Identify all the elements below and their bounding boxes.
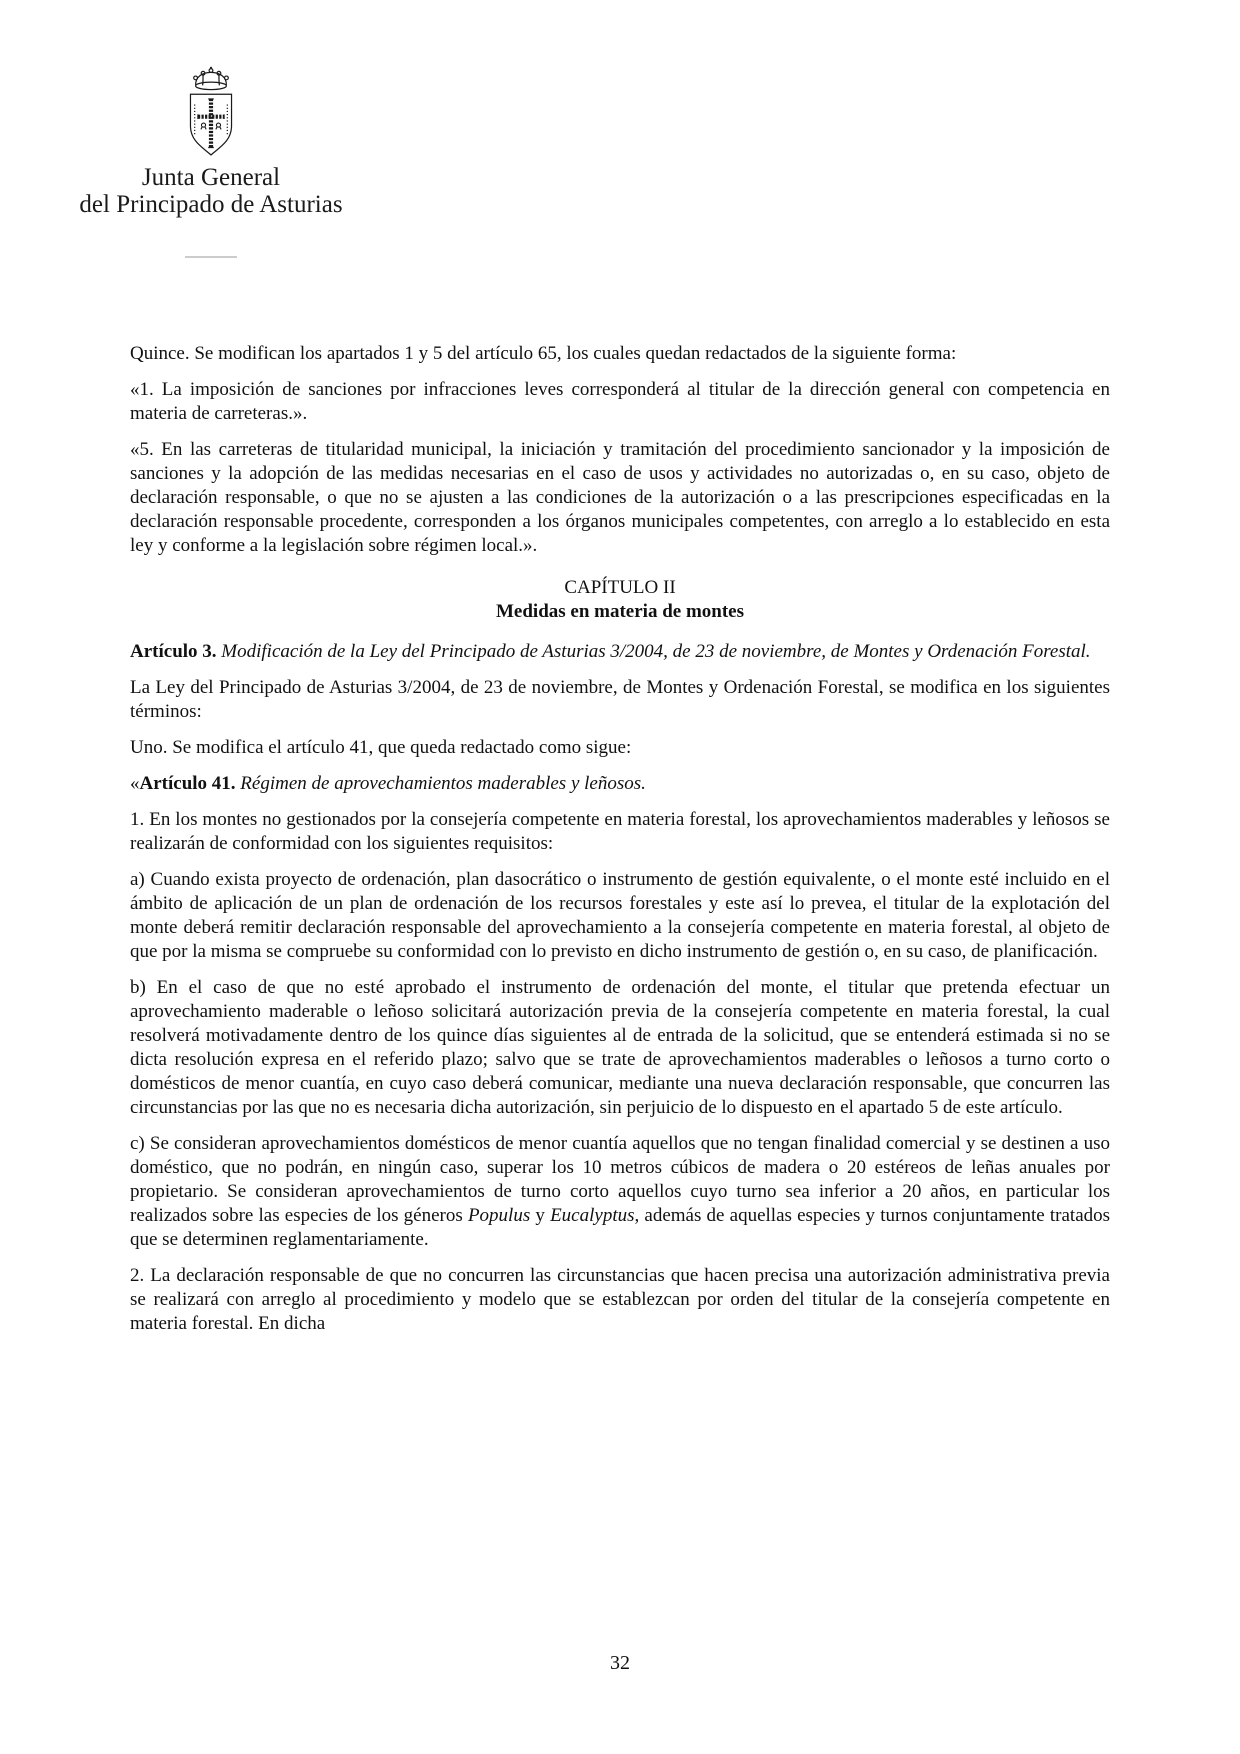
genus-eucalyptus: Eucalyptus [550,1205,635,1226]
paragraph-a: a) Cuando exista proyecto de ordenación, plan dasocrático o instrumento de gestión equivalente, o el monte esté incluido en el ámbito de aplicación de un plan de ordenación de los recursos forestales y este así lo prevea, el titular de la explotación del monte deberá remitir declaración responsable del aprovechamiento a la consejería competente en materia forestal, al objeto de que por la misma se compruebe su conformidad con lo previsto en dicho instrumento de gestión o, en su caso, de planificación. [130,869,1110,962]
paragraph-c-text: c) Se consideran aprovechamientos domésticos de menor cuantía aquellos que no tengan finalidad comercial y se destinen a uso doméstico, que no podrán, en ningún caso, superar los 10 metros cúbicos de madera o 20 estéreos de leñas anuales por propietario. Se consideran aprovechamientos de turno corto aquellos cuyo turno sea inferior a 20 años, en particular los realizados sobre las especies de los géneros [130,1133,1110,1226]
paragraph-c [130,1132,1110,1252]
organization-name-line1: Junta General [141,164,281,191]
article-41-heading [130,772,1110,796]
header-divider [185,256,237,258]
paragraph-uno: Uno. Se modifica el artículo 41, que queda redactado como sigue: [130,737,632,758]
article-41-label: Artículo 41. [139,773,236,794]
organization-name [76,164,346,218]
article-3-title: Modificación de la Ley del Principado de Asturias 3/2004, de 23 de noviembre, de Montes y Ordenación Forestal. [216,641,1091,662]
paragraph-quince: Quince. Se modifican los apartados 1 y 5 del artículo 65, los cuales quedan redactados de la siguiente forma: [130,343,957,364]
genus-populus: Populus [467,1205,531,1226]
chapter-subtitle: Medidas en materia de montes [495,601,745,622]
paragraph-b: b) En el caso de que no esté aprobado el instrumento de ordenación del monte, el titular que pretenda efectuar un aprovechamiento maderable o leñoso solicitará autorización previa de la consejería competente en materia forestal, la cual resolverá motivadamente dentro de los quince días siguientes al de entrada de la solicitud, que se entenderá estimada si no se dicta resolución expresa en el referido plazo; salvo que se trate de aprovechamientos maderables o leñosos a turno corto o domésticos de menor cuantía, en cuyo caso deberá comunicar, mediante una nueva declaración responsable, que concurren las circunstancias por las que no es necesaria dicha autorización, sin perjuicio de lo dispuesto en el apartado 5 de este artículo. [130,977,1110,1118]
letterhead [76,64,346,258]
organization-name-line2: del Principado de Asturias [79,191,343,218]
chapter-heading-block [130,576,1110,624]
paragraph-1-montes: 1. En los montes no gestionados por la consejería competente en materia forestal, los aprovechamientos maderables y leñosos se realizarán de conformidad con los siguientes requisitos: [130,809,1110,854]
page-number: 32 [610,1652,630,1674]
document-body [130,342,1110,1348]
paragraph-c-tail: , además de aquellas especies y turnos conjuntamente tratados que se determinen reglamentariamente. [130,1205,1111,1250]
paragraph-c-conjunction: y [530,1205,551,1226]
paragraph-apartado-5: «5. En las carreteras de titularidad municipal, la iniciación y tramitación del procedimiento sancionador y la imposición de sanciones y la adopción de las medidas necesarias en el caso de usos y actividades no autorizadas o, en su caso, objeto de declaración responsable, o que no se ajusten a las condiciones de la autorización o a las prescripciones especificadas en la declaración responsable procedente, corresponden a los órganos municipales competentes, con arreglo a lo establecido en esta ley y conforme a la legislación sobre régimen local.». [130,439,1110,556]
article-3-label: Artículo 3. [130,641,217,662]
paragraph-apartado-1: «1. La imposición de sanciones por infracciones leves corresponderá al titular de la dirección general con competencia en materia de carreteras.». [130,379,1110,424]
paragraph-2-declaracion: 2. La declaración responsable de que no concurren las circunstancias que hacen precisa una autorización administrativa previa se realizará con arreglo al procedimiento y modelo que se establezcan por orden del titular de la consejería competente en materia forestal. En dicha [130,1265,1110,1334]
article-41-title: Régimen de aprovechamientos maderables y leñosos. [235,773,646,794]
asturias-crest-icon [183,64,239,160]
article-41-open-quote: « [130,773,140,794]
paragraph-ley-modifica: La Ley del Principado de Asturias 3/2004, de 23 de noviembre, de Montes y Ordenación Forestal, se modifica en los siguientes términos: [130,677,1110,722]
chapter-title: CAPÍTULO II [564,577,676,598]
article-3-heading [130,640,1110,664]
